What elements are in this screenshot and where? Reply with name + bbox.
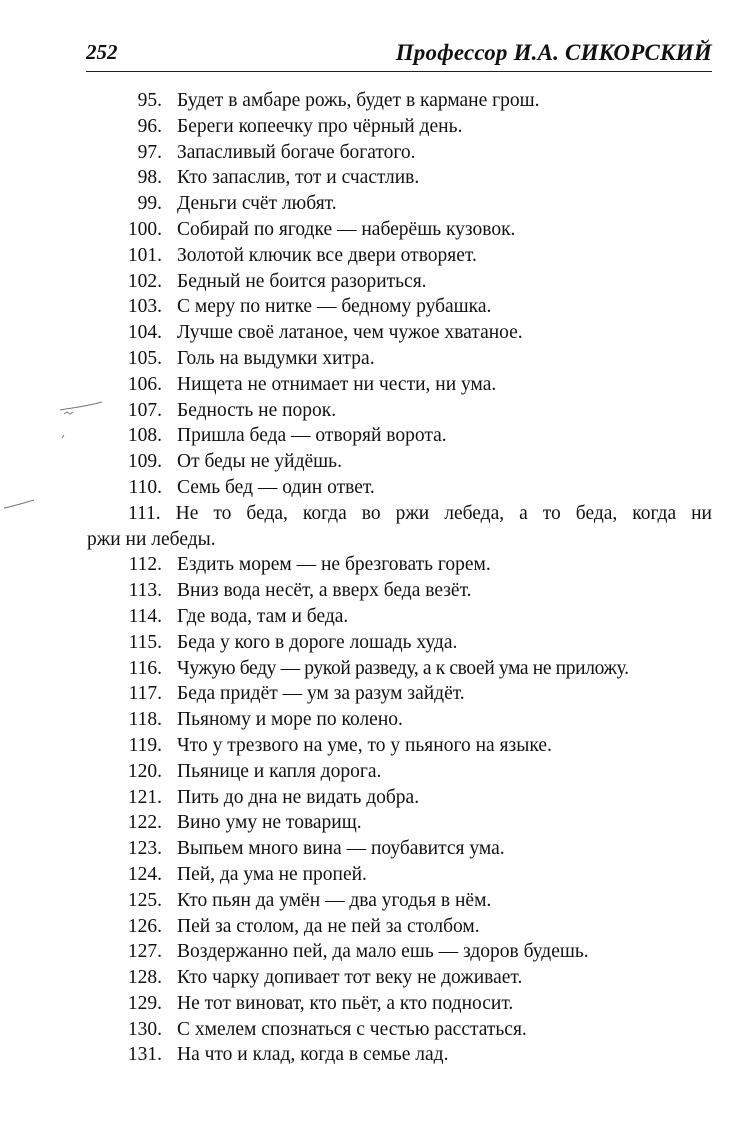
proverb-item (0, 269, 751, 295)
proverb-number: 114. (128, 605, 162, 627)
proverb-item (0, 862, 751, 888)
page-number: 252 (86, 40, 118, 64)
proverb-continuation: ржи ни лебеды. (87, 528, 216, 550)
proverb-number: 120. (127, 760, 162, 782)
proverb-number: 113. (128, 580, 162, 602)
proverb-item (0, 243, 751, 269)
proverb-text: Выпьем много вина — поубавится ума. (177, 838, 505, 860)
running-head (86, 40, 712, 70)
proverb-number: 101. (127, 244, 162, 266)
proverb-number: 116. (128, 657, 162, 679)
proverb-item (0, 888, 751, 914)
proverb-item (0, 372, 751, 398)
proverb-number: 130. (127, 1018, 162, 1040)
proverb-item (0, 449, 751, 475)
proverb-number: 99. (137, 193, 162, 215)
proverb-text: Деньги счёт любят. (177, 193, 337, 215)
proverb-number: 128. (127, 967, 162, 989)
proverb-text: Нищета не отнимает ни чести, ни ума. (177, 373, 497, 395)
proverb-item (0, 656, 751, 682)
proverb-number: 104. (127, 322, 162, 344)
proverb-item (0, 604, 751, 630)
proverb-text: От беды не уйдёшь. (177, 451, 342, 473)
proverb-item (0, 191, 751, 217)
proverb-item (0, 320, 751, 346)
proverb-text: Ездить морем — не брезговать горем. (177, 554, 491, 576)
proverb-text: Собирай по ягодке — наберёшь кузовок. (177, 218, 516, 240)
proverb-text: С меру по нитке — бедному рубашка. (177, 296, 492, 318)
proverb-item (0, 217, 751, 243)
proverb-text: Береги копеечку про чёрный день. (177, 115, 463, 137)
proverb-number: 123. (127, 838, 162, 860)
proverb-text: Запасливый богаче богатого. (177, 141, 416, 163)
proverb-item (0, 810, 751, 836)
proverb-number: 127. (127, 941, 162, 963)
proverb-first-line: 111. Не то беда, когда во ржи лебеда, а то беда, когда ни (128, 502, 712, 524)
proverb-item (0, 965, 751, 991)
proverb-item (0, 294, 751, 320)
proverb-number: 108. (127, 425, 162, 447)
proverb-number: 103. (127, 296, 162, 318)
proverb-number: 117. (128, 683, 162, 705)
proverb-text: Бедный не боится разориться. (177, 270, 427, 292)
proverb-number: 126. (127, 915, 162, 937)
proverb-text: Золотой ключик все двери отворяет. (177, 244, 477, 266)
proverb-number: 129. (127, 992, 162, 1014)
proverb-number: 118. (128, 709, 162, 731)
proverb-number: 125. (127, 889, 162, 911)
proverb-item (0, 1042, 751, 1068)
proverb-item (0, 759, 751, 785)
proverb-text: Пить до дна не видать добра. (177, 786, 420, 808)
proverb-number: 102. (127, 270, 162, 292)
proverb-number: 115. (128, 631, 162, 653)
proverb-text: Кто пьян да умён — два угодья в нём. (177, 889, 492, 911)
proverb-number: 110. (128, 476, 162, 498)
proverb-list (0, 88, 751, 1068)
proverb-number: 96. (137, 115, 162, 137)
proverb-text: Пьянице и капля дорога. (177, 760, 382, 782)
proverb-item (0, 707, 751, 733)
proverb-item (0, 991, 751, 1017)
proverb-text: Кто чарку допивает тот веку не доживает. (177, 967, 523, 989)
proverb-text: На что и клад, когда в семье лад. (177, 1044, 449, 1066)
proverb-item (0, 88, 751, 114)
proverb-item (0, 475, 751, 501)
proverb-text: Будет в амбаре рожь, будет в кармане грош. (177, 90, 540, 111)
proverb-item (0, 165, 751, 191)
proverb-item (0, 140, 751, 166)
proverb-number: 124. (127, 863, 162, 885)
proverb-text: Пьяному и море по колено. (177, 709, 403, 731)
proverb-number: 109. (127, 451, 162, 473)
proverb-item (0, 1017, 751, 1043)
proverb-text: Вино уму не товарищ. (177, 812, 362, 834)
proverb-item (0, 423, 751, 449)
proverb-text: Воздержанно пей, да мало ешь — здоров будешь. (177, 941, 589, 963)
proverb-item (0, 578, 751, 604)
proverb-text: Лучше своё латаное, чем чужое хватаное. (177, 322, 523, 344)
proverb-number: 131. (127, 1044, 162, 1066)
proverb-text: Чужую беду — рукой разведу, а к своей ума не приложу. (177, 657, 629, 679)
proverb-text: Где вода, там и беда. (177, 605, 349, 627)
proverb-number: 121. (127, 786, 162, 808)
proverb-item (0, 733, 751, 759)
proverb-item (0, 914, 751, 940)
proverb-text: Беда придёт — ум за разум зайдёт. (177, 683, 465, 705)
proverb-text: Семь бед — один ответ. (177, 476, 375, 498)
proverb-number: 119. (128, 734, 162, 756)
proverb-number: 100. (127, 218, 162, 240)
proverb-number: 122. (127, 812, 162, 834)
proverb-item (0, 681, 751, 707)
proverb-text: Беда у кого в дороге лошадь худа. (177, 631, 458, 653)
proverb-number: 112. (128, 554, 162, 576)
proverb-number: 105. (127, 347, 162, 369)
proverb-text: Кто запаслив, тот и счастлив. (177, 167, 420, 189)
proverb-item (0, 346, 751, 372)
proverb-item (0, 939, 751, 965)
proverb-item (0, 114, 751, 140)
proverb-number: 106. (127, 373, 162, 395)
proverb-item (0, 552, 751, 578)
proverb-text: Пришла беда — отворяй ворота. (177, 425, 447, 447)
proverb-text: С хмелем спознаться с честью расстаться. (177, 1018, 527, 1040)
proverb-item (0, 630, 751, 656)
proverb-number: 98. (137, 167, 162, 189)
proverb-number: 97. (137, 141, 162, 163)
proverb-text: Бедность не порок. (177, 399, 337, 421)
proverb-text: Вниз вода несёт, а вверх беда везёт. (177, 580, 472, 602)
header-rule (86, 71, 712, 72)
proverb-item (0, 836, 751, 862)
proverb-item-wrapped (0, 501, 751, 553)
proverb-item (0, 398, 751, 424)
proverb-number: 107. (127, 399, 162, 421)
proverb-text: Пей, да ума не пропей. (177, 863, 367, 885)
proverb-text: Голь на выдумки хитра. (177, 347, 375, 369)
proverb-text: Не тот виноват, кто пьёт, а кто подносит. (177, 992, 514, 1014)
running-title: Профессор И.А. СИКОРСКИЙ (395, 40, 712, 65)
proverb-item (0, 785, 751, 811)
proverb-number: 95. (137, 90, 162, 111)
proverb-text: Пей за столом, да не пей за столбом. (177, 915, 480, 937)
proverb-text: Что у трезвого на уме, то у пьяного на языке. (177, 734, 552, 756)
